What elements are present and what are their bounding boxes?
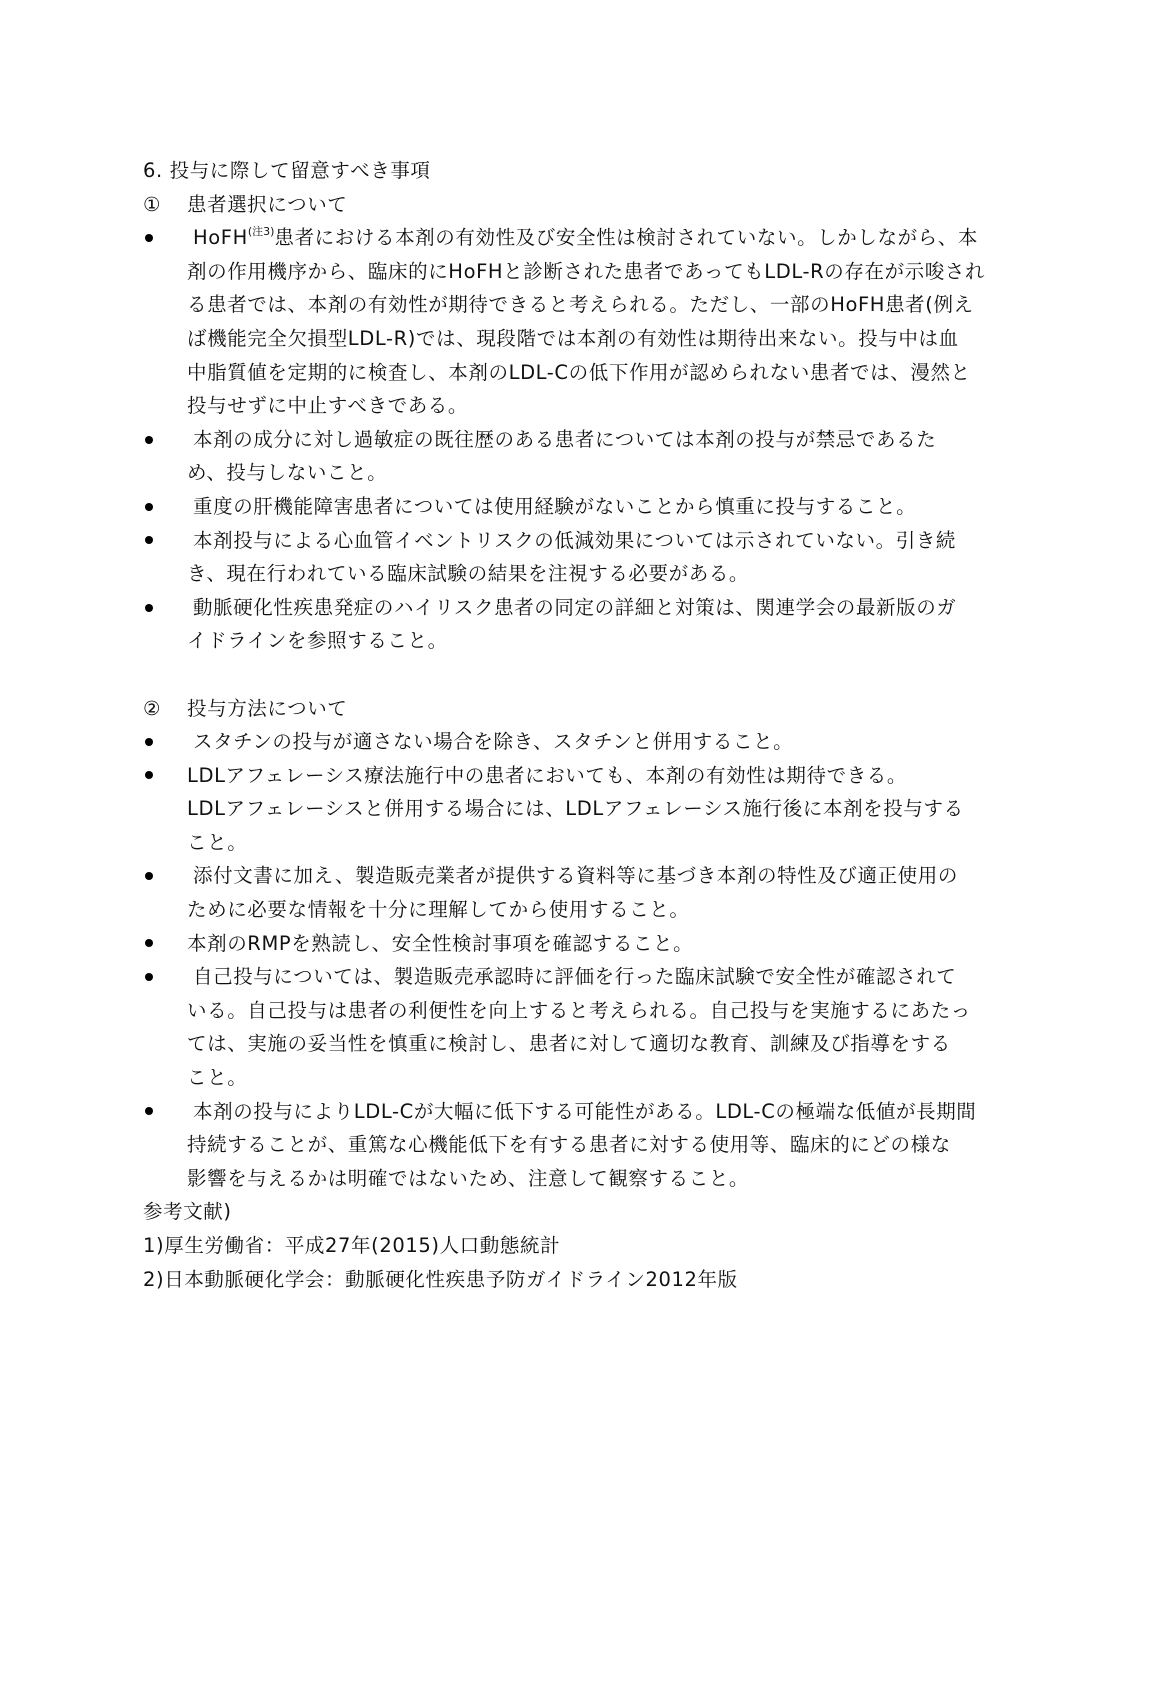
list-item-line: 投与せずに中止すべきである。 [187, 394, 469, 418]
subsection-title: 投与方法について [187, 696, 348, 720]
bullet-icon [143, 524, 157, 558]
list-item-line: 添付文書に加え、製造販売業者が提供する資料等に基づき本剤の特性及び適正使用の [193, 864, 958, 888]
bullet-icon [143, 490, 157, 524]
bullet-icon [143, 859, 157, 893]
list-item-line: 本剤の投与によりLDL-Cが大幅に低下する可能性がある。LDL-Cの極端な低値が長期間 [193, 1099, 977, 1123]
list-item-line: 中脂質値を定期的に検査し、本剤のLDL-Cの低下作用が認められない患者では、漫然と [187, 360, 971, 384]
bullet-icon [143, 759, 157, 793]
bullet-icon [143, 927, 157, 961]
list-item-line: 本剤の成分に対し過敏症の既往歴のある患者については本剤の投与が禁忌であるた [193, 427, 937, 451]
list-item-line: 自己投与については、製造販売承認時に評価を行った臨床試験で安全性が確認されて [193, 965, 957, 989]
bullet-icon [143, 725, 157, 759]
list-item-line: 動脈硬化性疾患発症のハイリスク患者の同定の詳細と対策は、関連学会の最新版のガ [193, 595, 957, 619]
references-title: 参考文献) [143, 1200, 232, 1224]
list-item-line: ば機能完全欠損型LDL-R)では、現段階では本剤の有効性は期待出来ない。投与中は血 [187, 326, 959, 350]
list-item-line: LDLアフェレーシス療法施行中の患者においても、本剤の有効性は期待できる。 [187, 763, 907, 787]
section-title: 6. 投与に際して留意すべき事項 [143, 159, 431, 182]
list-item-line: ては、実施の妥当性を慎重に検討し、患者に対して適切な教育、訓練及び指導をする [187, 1032, 951, 1056]
list-item-line: HoFH$^{(注3)}$患者における本剤の有効性及び安全性は検討されていない。しかしながら、本 [193, 225, 978, 250]
list-item [143, 859, 1029, 926]
list-item-line: いる。自己投与は患者の利便性を向上すると考えられる。自己投与を実施するにあたっ [187, 998, 971, 1022]
bullet-icon [143, 423, 157, 457]
subsection-title: 患者選択について [187, 192, 348, 216]
list-item-line: こと。 [187, 830, 248, 854]
subsection-heading-administration [143, 692, 1029, 726]
spacer [143, 658, 1029, 692]
list-item-line: 剤の作用機序から、臨床的にHoFHと診断された患者であってもLDL-Rの存在が示唆され [187, 259, 986, 283]
reference-item: 1)厚生労働省：平成27年(2015)人口動態統計 [143, 1234, 561, 1257]
list-item [143, 927, 1029, 961]
footnote-ref: (注3) [247, 225, 275, 239]
subsection-number: ① [143, 192, 162, 216]
bullet-icon [143, 960, 157, 994]
reference-item: 2)日本動脈硬化学会：動脈硬化性疾患予防ガイドライン2012年版 [143, 1267, 738, 1291]
document-page [143, 154, 1029, 1296]
list-item-line: 持続することが、重篤な心機能低下を有する患者に対する使用等、臨床的にどの様な [187, 1133, 951, 1157]
list-item-line: イドラインを参照すること。 [187, 629, 448, 653]
list-item [143, 759, 1029, 860]
list-item [143, 1095, 1029, 1196]
bullet-icon [143, 591, 157, 625]
list-item-line: 本剤投与による心血管イベントリスクの低減効果については示されていない。引き続 [193, 528, 957, 552]
bullet-icon [143, 1095, 157, 1129]
list-item-line: め、投与しないこと。 [187, 461, 388, 485]
list-item [143, 591, 1029, 658]
list-item [143, 423, 1029, 490]
bullet-icon [143, 221, 157, 255]
list-item-line: ために必要な情報を十分に理解してから使用すること。 [187, 898, 690, 922]
list-item-line: き、現在行われている臨床試験の結果を注視する必要がある。 [187, 562, 750, 586]
subsection-heading-patient-selection [143, 188, 1029, 222]
list-item-line: スタチンの投与が適さない場合を除き、スタチンと併用すること。 [193, 730, 794, 754]
list-item-line: LDLアフェレーシスと併用する場合には、LDLアフェレーシス施行後に本剤を投与する [187, 797, 964, 821]
list-item-line: 本剤のRMPを熟読し、安全性検討事項を確認すること。 [187, 931, 694, 955]
list-item-line: る患者では、本剤の有効性が期待できると考えられる。ただし、一部のHoFH患者(例え [187, 293, 974, 317]
list-item [143, 725, 1029, 759]
list-item-line: 重度の肝機能障害患者については使用経験がないことから慎重に投与すること。 [193, 494, 917, 518]
list-item-line: 影響を与えるかは明確ではないため、注意して観察すること。 [187, 1166, 750, 1190]
subsection-number: ② [143, 696, 162, 720]
hofh-term: HoFH [193, 226, 248, 250]
list-item-line: こと。 [187, 1066, 248, 1090]
references [143, 1195, 1029, 1296]
list-item [143, 960, 1029, 1094]
list-item [143, 490, 1029, 524]
list-item [143, 221, 1029, 423]
list-item [143, 524, 1029, 591]
